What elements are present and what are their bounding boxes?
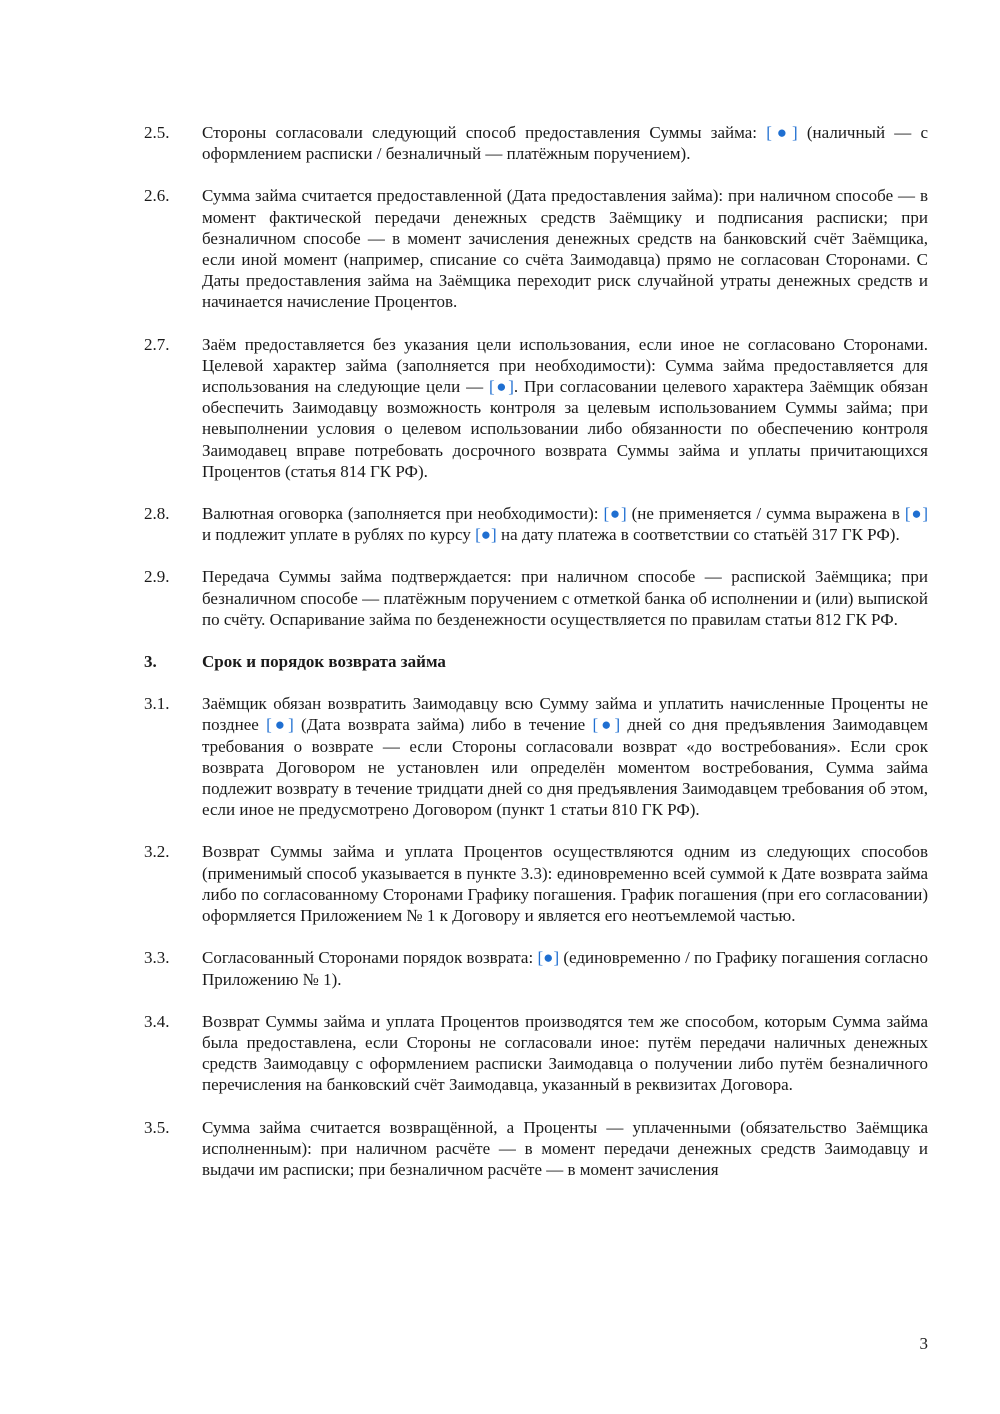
placeholder-marker: [●]: [766, 123, 798, 142]
clause-text: [202, 693, 928, 820]
clause: [144, 693, 928, 820]
clause: [144, 1011, 928, 1096]
clause-number: 2.7.: [144, 334, 170, 354]
clause-number: 2.8.: [144, 504, 170, 524]
text-segment: Заёмщик обязан возвратить Заимодавцу всю Сумму займа и уплатить начисленные Проценты не позднее: [202, 694, 928, 735]
clause-number: 2.9.: [144, 567, 170, 587]
placeholder-marker: [●]: [592, 715, 621, 735]
text-segment: Согласованный Сторонами порядок возврата:: [202, 948, 538, 968]
placeholder-marker: [●]: [266, 715, 294, 735]
clause-number: 3.4.: [144, 1011, 170, 1031]
clause-text: [202, 185, 928, 312]
text-segment: (единовременно / по Графику погашения согласно Приложению № 1).: [202, 948, 928, 989]
clause: [144, 947, 928, 989]
clause: [144, 185, 928, 312]
placeholder-marker: [●]: [475, 525, 497, 545]
placeholder-marker: [●]: [603, 504, 627, 524]
text-segment: Возврат Суммы займа и уплата Процентов осуществляются одним из следующих способов (применимый способ указывается в пункте 3.3): единовременно всей суммой к Дате возврата займа либо по согласованному Сторонами Графику погашения. График погашения (при его согласовании) оформляется Приложением № 1 к Договору и является его неотъемлемой частью.: [202, 842, 928, 926]
section-title: [202, 652, 446, 671]
text-segment: Возврат Суммы займа и уплата Процентов производятся тем же способом, которым Сумма займа была предоставлена, если Стороны не согласовали иное: путём передачи наличных денежных средств Заимодавцу с оформлением расписки Заимодавца о получении либо путём безналичного перечисления на банковский счёт Заимодавца, указанный в реквизитах Договора.: [202, 1011, 928, 1095]
clause: [144, 841, 928, 926]
text-segment: на дату платежа в соответствии со статьёй 317 ГК РФ).: [496, 525, 900, 545]
text-segment: Валютная оговорка (заполняется при необходимости):: [202, 504, 604, 524]
clause-text: [202, 841, 928, 926]
text-segment: и подлежит уплате в рублях по курсу: [202, 525, 476, 545]
text-segment: Срок и порядок возврата займа: [202, 652, 446, 672]
text-segment: (Дата возврата займа) либо в течение: [293, 715, 593, 735]
clause: [144, 1117, 928, 1181]
clause-text: [202, 1117, 928, 1181]
text-segment: Сумма займа считается предоставленной (Дата предоставления займа): при наличном способе — в момент фактической передачи денежных средств Заёмщику и подписания расписки; при безналичном способе — в момент зачисления денежных средств на банковский счёт Заёмщика, если иной момент (например, списание со счёта Заимодавца) прямо не согласован Сторонами. С Даты предоставления займа на Заёмщика переходит риск случайной утраты денежных средств и начинается начисление Процентов.: [202, 186, 928, 312]
placeholder-marker: [●]: [489, 377, 514, 397]
clause-text: [202, 122, 928, 164]
text-segment: Сумма займа считается возвращённой, а Проценты — уплаченными (обязательство Заёмщика исполненным): при наличном расчёте — в момент передачи денежных средств Заимодавцу и выдачи им расписки; при безналичном расчёте — в момент зачисления: [202, 1117, 928, 1179]
placeholder-marker: [●]: [904, 504, 929, 524]
clause: [144, 122, 928, 164]
page-number: 3: [919, 1334, 928, 1353]
clause-number: 3.2.: [144, 842, 170, 862]
text-segment: (наличный — с оформлением расписки / безналичный — платёжным поручением).: [202, 123, 929, 164]
section-heading: [144, 651, 928, 672]
clause-number: 2.5.: [144, 123, 170, 142]
clause-text: [202, 947, 928, 989]
text-segment: (не применяется / сумма выражена в: [626, 504, 905, 524]
text-segment: . При согласовании целевого характера Заёмщик обязан обеспечить Заимодавцу возможность контроля за целевым использованием Суммы займа; при невыполнении условия о целевом использовании либо обязанности по обеспечению контроля Заимодавец вправе потребовать досрочного возврата Суммы займа и уплаты причитающихся Процентов (статья 814 ГК РФ).: [202, 377, 928, 481]
clause-number: 2.6.: [144, 186, 170, 206]
clause-number: 3.1.: [144, 694, 170, 714]
clause-text: [202, 1011, 928, 1096]
clause: [144, 566, 928, 630]
text-segment: Передача Суммы займа подтверждается: при наличном способе — распиской Заёмщика; при безналичном способе — платёжным поручением с отметкой банка об исполнении и (или) выпиской по счёту. Оспаривание займа по безденежности осуществляется по правилам статьи 812 ГК РФ.: [202, 567, 928, 629]
document-body: [144, 122, 928, 1201]
text-segment: Стороны согласовали следующий способ предоставления Суммы займа:: [202, 123, 767, 142]
clause-number: 3.3.: [144, 948, 170, 968]
clause: [144, 503, 928, 545]
text-segment: дней со дня предъявления Заимодавцем требования о возврате — если Стороны согласовали возврат «до востребования». Если срок возврата Договором не установлен или определён моментом востребования, Сумма займа подлежит возврату в течение тридцати дней со дня предъявления Заимодавцем требования об этом, если иное не предусмотрено Договором (пункт 1 статьи 810 ГК РФ).: [202, 715, 929, 820]
clause-text: [202, 334, 928, 482]
clause-text: [202, 566, 928, 630]
clause-number: 3.5.: [144, 1117, 170, 1137]
clause-text: [202, 503, 928, 545]
section-number: 3.: [144, 652, 157, 672]
text-segment: Заём предоставляется без указания цели использования, если иное не согласовано Сторонами. Целевой характер займа (заполняется при необходимости): Сумма займа предоставляется для использования на следующие цели —: [202, 334, 928, 397]
clause: [144, 334, 928, 482]
placeholder-marker: [●]: [537, 948, 560, 968]
